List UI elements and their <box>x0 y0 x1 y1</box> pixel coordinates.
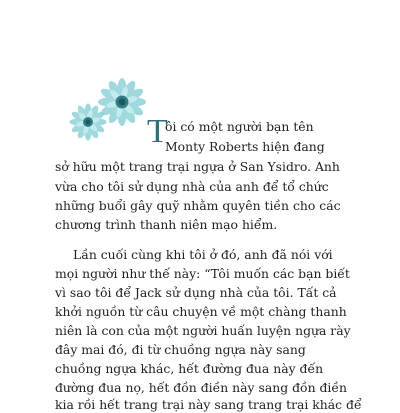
paragraph-2-line-7: chuồng ngựa khác, hết đường đua này đến <box>55 361 324 376</box>
paragraph-2-line-2: mọi người như thế này: “Tôi muốn các bạn biết <box>55 266 350 281</box>
paragraph-1-line-4: vừa cho tôi sử dụng nhà của anh để tổ chức <box>55 179 329 194</box>
paragraph-2-line-1: Lần cuối cùng khi tôi ở đó, anh đã nói với <box>73 247 333 262</box>
paragraph-2-line-9: kia rồi hết trang trại này sang trang trại khác để <box>55 397 362 412</box>
paragraph-2-line-6: đây mai đó, đi từ chuồng ngựa này sang <box>55 342 306 357</box>
paragraph-1-line-6: chương trình thanh niên mạo hiểm. <box>55 217 278 232</box>
drop-cap: T <box>147 113 168 150</box>
paragraph-1-line-5: những buổi gây quỹ nhằm quyên tiền cho các <box>55 198 341 213</box>
paragraph-2-line-8: đường đua nọ, hết đồn điền này sang đồn điền <box>55 380 347 395</box>
paragraph-2-line-3: vì sao tôi để Jack sử dụng nhà của tôi. Tất cả <box>55 285 337 300</box>
paragraph-2-line-5: niên là con của một người huấn luyện ngựa rày <box>55 323 351 338</box>
paragraph-2-line-4: khởi nguồn từ câu chuyện về một chàng thanh <box>55 304 347 319</box>
paragraph-1-line-3: sở hữu một trang trại ngựa ở San Ysidro. Anh <box>55 159 340 174</box>
paragraph-1-line-1: ôi có một người bạn tên <box>165 119 314 134</box>
paragraph-1-line-2: Monty Roberts hiện đang <box>165 139 325 154</box>
